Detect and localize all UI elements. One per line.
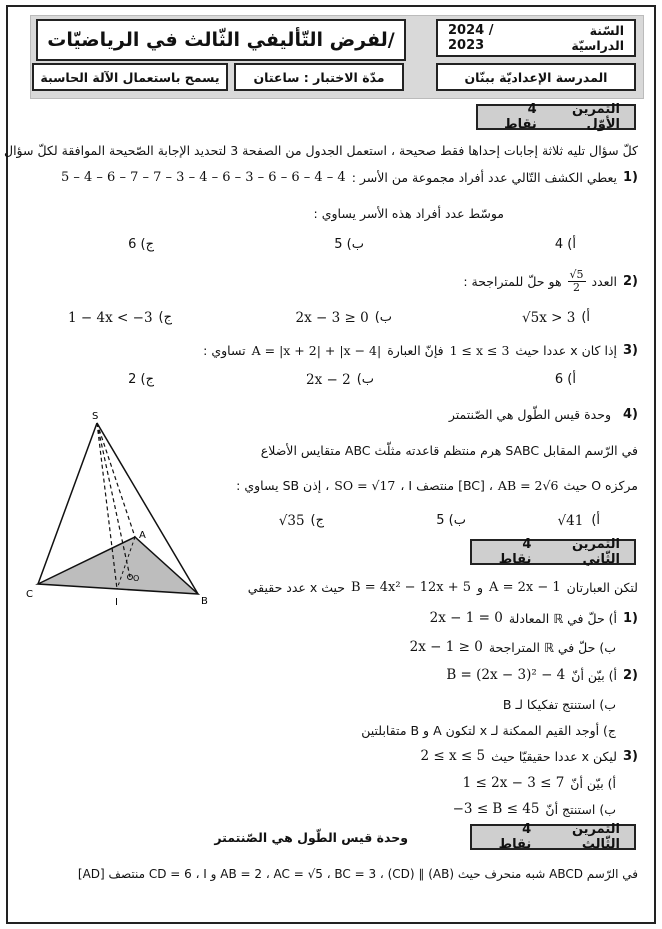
- ex2-q1-number: 1): [623, 610, 638, 626]
- exam-page: [6, 5, 656, 924]
- ex2-q2a-math: B = (2x − 3)² − 4: [446, 667, 566, 683]
- ex1-q4-choice-a: [558, 513, 600, 529]
- ex2-q2a-text: أ) بيّن أنّ: [571, 667, 617, 683]
- ex1-q3-choice-b: [306, 372, 374, 388]
- exercise-3-title: التمرين الثّالث: [571, 822, 620, 852]
- ex1-q4-line2-c: ، إذن SB يساوي :: [236, 478, 330, 493]
- ex1-q3-number: 3): [623, 343, 638, 358]
- ex1-q1-choice-c: ج) 6: [128, 237, 154, 252]
- ex3-unit: وحدة قيس الطّول هي الصّنتمتر: [214, 830, 408, 845]
- ex1-q4-line2: [236, 478, 638, 493]
- year-box: [436, 19, 636, 57]
- ex2-q3b: [453, 801, 616, 817]
- choice-label: ج): [158, 310, 172, 325]
- choice-math: √41: [557, 513, 584, 529]
- label-c: C: [26, 589, 33, 600]
- choice-math: 2x − 3 ≥ 0: [295, 310, 369, 326]
- ex1-q2: [463, 269, 638, 294]
- ex2-q1b: [410, 639, 616, 655]
- label-b: B: [201, 596, 208, 607]
- ex1-q1-number: 1): [623, 170, 638, 185]
- ex2-q3a: [463, 775, 616, 791]
- ex1-q3-expression: A = |x + 2| + |x − 4|: [251, 343, 382, 358]
- ex2-intro-b: و: [477, 580, 484, 595]
- ex1-q1: [61, 170, 638, 185]
- pyramid-figure: [18, 407, 218, 607]
- ex3-line: في الرّسم ABCD شبه منحرف حيث (AB) ∥ (CD) ، AB = 2 ، AC = √5 ، BC = 3 و CD = 6 ، I منتصف [AD]: [77, 867, 638, 881]
- ex1-q2-choice-b: [296, 310, 392, 326]
- duration-box: [234, 63, 404, 91]
- ex1-intro: كلّ سؤال تليه ثلاثة إجابات إحداها فقط صحيحة ، استعمل الجدول من الصفحة 3 لتحديد الإجابة الصّحيحة الموافقة لكلّ سؤال: [4, 143, 638, 158]
- ex1-q4-number: 4): [623, 407, 638, 422]
- exercise-3-tag: [470, 824, 636, 850]
- school-name: المدرسة الإعداديّة ببنّان: [464, 69, 608, 85]
- ex2-q3b-math: −3 ≤ B ≤ 45: [452, 801, 540, 817]
- ex2-expression-a: A = 2x − 1: [489, 580, 561, 595]
- ex2-q3-math: 2 ≤ x ≤ 5: [420, 748, 486, 764]
- ex2-q1a-math: 2x − 1 = 0: [429, 610, 503, 626]
- ex2-q3b-text: ب) استنتج أنّ: [545, 801, 616, 817]
- school-box: [436, 63, 636, 91]
- ex1-q4-ab: AB = 2√6: [497, 478, 559, 493]
- ex1-q4-title: وحدة قيس الطّول هي الصّنتمتر: [448, 407, 611, 422]
- ex1-q3-choice-a: أ) 6: [554, 372, 576, 387]
- choice-math: 1 − 4x < −3: [68, 310, 153, 326]
- ex1-q4-so: SO = √17: [334, 478, 396, 493]
- choice-label: ج): [310, 513, 324, 528]
- ex1-q3-text1: إذا كان x عددا حيث: [515, 343, 617, 358]
- ex1-q3-text2: فإنّ العبارة: [387, 343, 444, 358]
- ex1-q3-condition: 1 ≤ x ≤ 3: [449, 343, 510, 358]
- exercise-1-title: التمرين الأوّل: [571, 102, 620, 132]
- ex1-q3: [203, 343, 638, 358]
- ex1-q2-number: 2): [623, 274, 638, 289]
- ex1-q4-line2-b: ، I منتصف [BC] ،: [400, 478, 493, 493]
- ex1-q2-choice-c: [68, 310, 172, 326]
- exam-title: /لفرض التّأليفي الثّالث في الرياضيّات: [47, 29, 395, 51]
- exercise-1-points: 4 نقاط: [504, 102, 537, 132]
- ex1-q1-choice-a: أ) 4: [554, 237, 576, 252]
- ex2-q3a-math: 1 ≤ 2x − 3 ≤ 7: [462, 775, 565, 791]
- choice-label: أ): [581, 310, 590, 325]
- choice-label: أ): [591, 513, 600, 528]
- ex1-q4-choice-b: ب) 5: [436, 513, 466, 528]
- exercise-1-tag: [476, 104, 636, 130]
- choice-math: √5x > 3: [522, 310, 576, 326]
- duration: مدّة الاختبار : ساعتان: [253, 69, 385, 85]
- base-triangle: [38, 537, 198, 594]
- ex2-q2-number: 2): [623, 667, 638, 683]
- ex2-q3a-text: أ) بيّن أنّ: [570, 775, 616, 791]
- year-value: 2024 / 2023: [448, 23, 494, 53]
- exercise-3-points: 4 نقاط: [498, 822, 532, 852]
- edge-sa: [97, 423, 135, 537]
- ex1-q4-choice-c: [279, 513, 324, 529]
- ex2-q2c: ج) أوجد القيم الممكنة لـ x لتكون A و B متقابلتين: [361, 723, 616, 738]
- choice-math: 2x − 2: [306, 372, 351, 388]
- ex1-q4-line2-a: مركزه O حيث: [563, 478, 638, 493]
- ex2-q3-number: 3): [623, 748, 638, 764]
- ex2-intro-c: حيث x عدد حقيقي: [247, 580, 346, 595]
- label-a: A: [139, 530, 146, 541]
- exam-title-box: [36, 19, 406, 61]
- choice-label: ب): [374, 310, 392, 325]
- ex2-q1a-text: أ) حلّ في ℝ المعادلة: [508, 610, 617, 626]
- ex1-q2-fraction: [568, 269, 586, 294]
- fraction-numerator: √5: [569, 268, 584, 281]
- ex2-intro: [248, 580, 638, 595]
- choice-math: √35: [278, 513, 305, 529]
- ex1-q1-series: 5 – 4 – 6 – 7 – 7 – 3 – 4 – 6 – 3 – 6 – 6 – 4 – 4: [60, 170, 346, 185]
- ex2-q1b-text: ب) حلّ في ℝ المتراجحة: [488, 639, 616, 655]
- ex1-q1-text: يعطي الكشف التّالي عدد أفراد مجموعة من الأسر :: [351, 170, 617, 185]
- label-i: I: [115, 597, 118, 607]
- label-o: O: [133, 574, 140, 583]
- ex2-q1b-math: 2x − 1 ≥ 0: [409, 639, 483, 655]
- ex2-expression-b: B = 4x² − 12x + 5: [351, 580, 471, 595]
- ex2-q3-text: ليكن x عددا حقيقيّا حيث: [491, 748, 617, 764]
- ex2-q1a: [430, 610, 638, 626]
- choice-label: ب): [356, 372, 374, 387]
- ex1-q1-sub: موسّط عدد أفراد هذه الأسر يساوي :: [313, 206, 504, 221]
- ex2-intro-a: لتكن العبارتان: [566, 580, 638, 595]
- ex1-q3-text3: تساوي :: [203, 343, 246, 358]
- ex1-q2-choice-a: [522, 310, 590, 326]
- ex1-q1-choice-b: ب) 5: [334, 237, 364, 252]
- ex2-q3: [421, 748, 638, 764]
- ex1-q4-line1: في الرّسم المقابل SABC هرم منتظم قاعدته مثلّث ABC متقايس الأضلاع: [260, 443, 638, 458]
- calculator-note: يسمح باستعمال الآلة الحاسبة: [40, 69, 220, 85]
- ex1-q4: [449, 407, 638, 422]
- calculator-box: [32, 63, 228, 91]
- exercise-2-tag: [470, 539, 636, 565]
- label-s: S: [92, 411, 99, 422]
- fraction-denominator: 2: [573, 281, 581, 294]
- ex1-q3-choice-c: ج) 2: [128, 372, 154, 387]
- year-label: السّنة الدراسيّة: [571, 23, 624, 53]
- exercise-2-points: 4 نقاط: [498, 537, 532, 567]
- ex2-q2a: [446, 667, 638, 683]
- exercise-2-title: التمرين الثّاني: [571, 537, 620, 567]
- ex1-q2-text2: هو حلّ للمتراجحة :: [463, 274, 562, 289]
- ex2-q2b: ب) استنتج تفكيكا لـ B: [502, 697, 616, 712]
- ex1-q2-text: العدد: [591, 274, 617, 289]
